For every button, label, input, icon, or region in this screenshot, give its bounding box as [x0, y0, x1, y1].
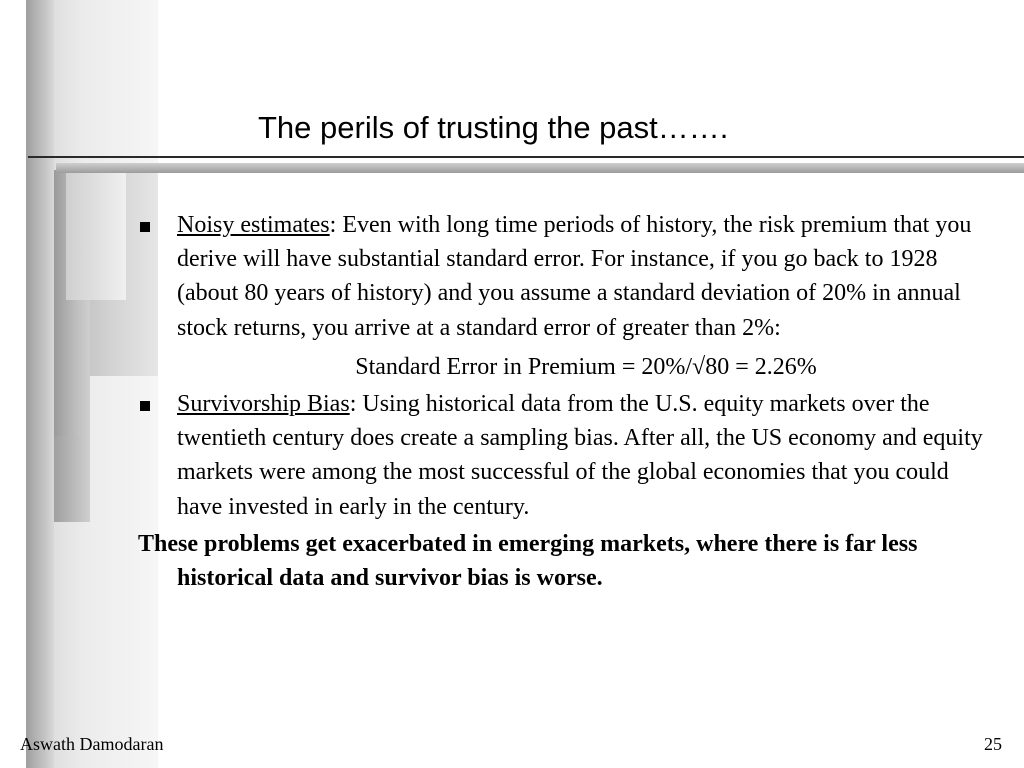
- slide-title: The perils of trusting the past…….: [258, 110, 729, 145]
- slide-body: [138, 208, 994, 595]
- bullet-term: Survivorship Bias: [177, 391, 350, 418]
- square-bullet-icon: [140, 222, 150, 232]
- bullet-text: : Using historical data from the U.S. equity markets over the twentieth century does create a sampling bias. After all, the US economy and equity markets were among the most successful of the global economies that you could have invested in early in the century.: [177, 391, 983, 520]
- background-decoration-block: [66, 170, 126, 300]
- title-divider: [28, 156, 1024, 158]
- background-decoration-strip: [26, 0, 54, 768]
- bullet-text: : Even with long time periods of history, the risk premium that you derive will have substantial standard error. For instance, if you go back to 1928 (about 80 years of history) and you assume a standard deviation of 20% in annual stock returns, you arrive at a standard error of greater than 2%:: [177, 212, 972, 341]
- standard-error-formula: Standard Error in Premium = 20%/√80 = 2.26%: [355, 353, 817, 380]
- bullet-item-noisy-estimates: [138, 208, 994, 345]
- conclusion-text: These problems get exacerbated in emerging markets, where there is far less historical data and survivor bias is worse.: [138, 530, 918, 592]
- bullet-item-survivorship-bias: [138, 387, 994, 524]
- bullet-term: Noisy estimates: [177, 212, 330, 238]
- footer-author: Aswath Damodaran: [20, 734, 164, 754]
- footer-page-number: 25: [984, 734, 1002, 754]
- title-underline-bar: [56, 163, 1024, 173]
- square-bullet-icon: [140, 401, 150, 411]
